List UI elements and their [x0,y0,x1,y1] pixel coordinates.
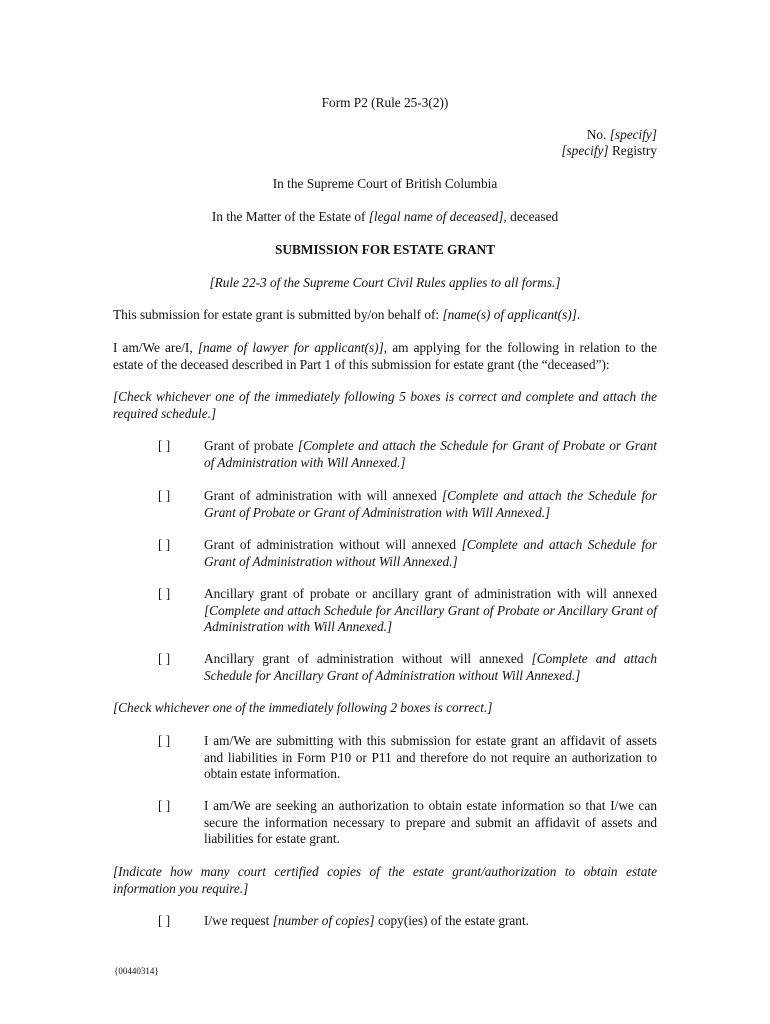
option-note: [Complete and attach the Schedule for Grant of Probate or Grant of Administration with Will Annexed.] [204,488,658,520]
registry-value: [specify] [561,143,609,158]
option-note: [Complete and attach Schedule for Ancillary Grant of Probate or Ancillary Grant of Administration with Will Annexed.] [204,602,657,634]
rule-note-text: [Rule 22-3 of the Supreme Court Civil Rules applies to all forms.] [209,275,561,290]
checkbox-authorization-sought[interactable]: [ ] [158,798,171,813]
file-number-label: No. [586,127,607,142]
option-ancillary-admin-without-will [204,651,657,684]
court-name: In the Supreme Court of British Columbia [272,176,498,191]
instruction-estate-info-text: [Check whichever one of the immediately following 2 boxes is correct.] [113,700,493,715]
option-ancillary-probate [204,586,657,636]
matter-suffix: , deceased [503,209,559,224]
lawyer-name: [name of lawyer for applicant(s)] [197,340,384,355]
submitted-by [113,307,657,324]
option-note: [Complete and attach the Schedule for Grant of Probate or Grant of Administration with Will Annexed.] [204,438,657,470]
option-request-copies [204,913,657,930]
copies-prefix: I/we request [204,913,270,928]
file-number [587,127,657,144]
registry [561,143,657,160]
instruction-grant-type [113,389,657,422]
instruction-estate-info [113,700,657,717]
option-grant-probate [204,438,657,471]
checkbox-affidavit-submitted[interactable]: [ ] [158,733,171,748]
submitted-by-suffix: . [576,307,581,322]
checkbox-request-copies[interactable]: [ ] [158,913,171,928]
option-text: Grant of administration without will annexed [204,537,456,552]
checkbox-grant-admin-with-will[interactable]: [ ] [158,488,171,503]
option-note: [Complete and attach Schedule for Ancillary Grant of Administration without Will Annexed.] [204,651,658,683]
rule-note [0,275,770,292]
instruction-copies [113,864,657,897]
option-grant-admin-without-will [204,537,657,570]
file-number-value: [specify] [609,127,657,142]
option-affidavit-submitted: I am/We are submitting with this submission for estate grant an affidavit of assets and liabilities in Form P10 or P11 and therefore do not require an authorization to obtain estate information. [204,733,657,781]
option-note: [Complete and attach Schedule for Grant of Administration without Will Annexed.] [204,537,658,569]
option-text: Ancillary grant of probate or ancillary grant of administration with will annexed [204,586,657,601]
applicant-suffix: , am applying for the following in relation to the estate of the deceased described in Part 1 of this submission for estate grant (the “deceased”): [113,340,657,372]
option-grant-admin-with-will [204,488,657,521]
instruction-copies-text: [Indicate how many court certified copies of the estate grant/authorization to obtain estate information you require.] [113,864,657,896]
document-id-footer: {00440314} [114,966,159,976]
checkbox-ancillary-admin-without-will[interactable]: [ ] [158,651,171,666]
checkbox-ancillary-probate[interactable]: [ ] [158,586,171,601]
checkbox-grant-probate[interactable]: [ ] [158,438,171,453]
option-text: Grant of probate [204,438,294,453]
applicant-names: [name(s) of applicant(s)] [442,307,577,322]
checkbox-grant-admin-without-will[interactable]: [ ] [158,537,171,552]
option-text: Grant of administration with will annexed [204,488,437,503]
option-text: Ancillary grant of administration without will annexed [204,651,524,666]
applicant-paragraph [113,340,657,373]
document-title: SUBMISSION FOR ESTATE GRANT [274,242,496,257]
deceased-name: [legal name of deceased] [368,209,504,224]
form-header: Form P2 (Rule 25-3(2)) [321,95,449,110]
instruction-grant-type-text: [Check whichever one of the immediately following 5 boxes is correct and complete and attach the required schedule.] [113,389,657,421]
copies-number: [number of copies] [272,913,375,928]
submitted-by-prefix: This submission for estate grant is submitted by/on behalf of: [113,307,440,322]
estate-matter [0,209,770,226]
applicant-prefix: I am/We are/I, [113,340,193,355]
registry-label: Registry [611,143,657,158]
option-authorization-sought: I am/We are seeking an authorization to obtain estate information so that I/we can secure the information necessary to prepare and submit an affidavit of assets and liabilities for estate grant. [204,798,657,846]
matter-prefix: In the Matter of the Estate of [211,209,366,224]
copies-suffix: copy(ies) of the estate grant. [377,913,529,928]
